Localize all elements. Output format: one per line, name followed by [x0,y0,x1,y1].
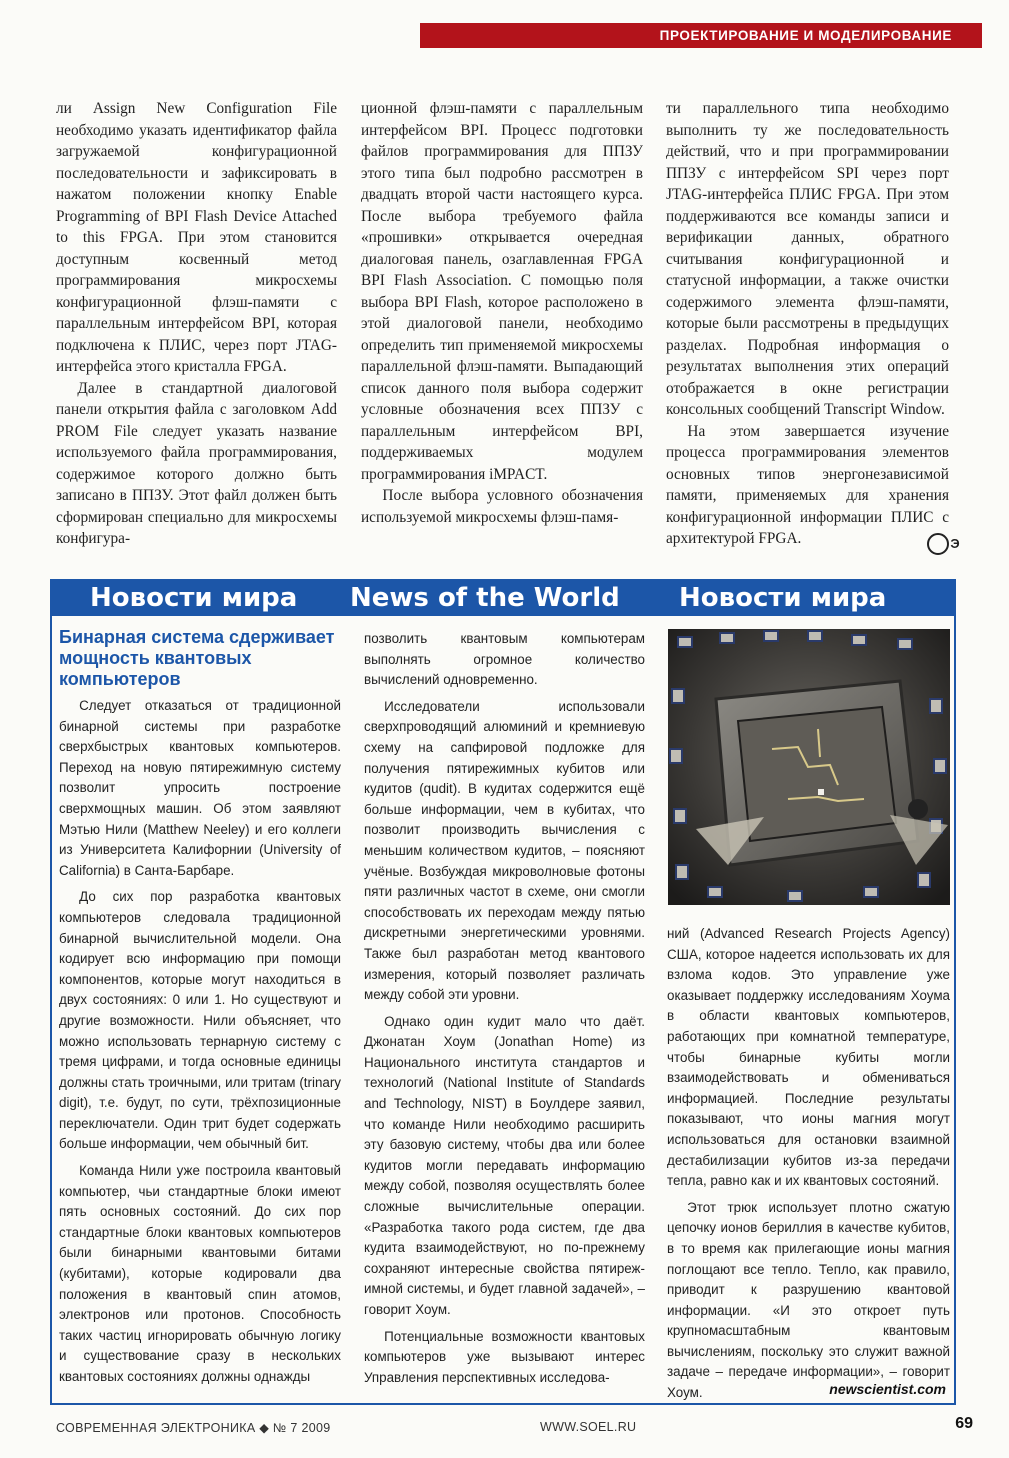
news-source: newscientist.com [829,1381,946,1397]
news-banner [52,581,954,616]
news-paragraph: Однако один кудит мало что даёт. Джонатан Хоум (Jonathan Home) из Национального института стандартов и технологий (National Institute of Standards and Technology, NIST) в Боулдере заявил, что команде Нили необходимо расширить эту базовую систему, чтобы два или более кудитов могли передавать информацию между собой, позволяя осуществлять более сложные вычислительные операции. «Разработка такого рода систем, где два кудита взаимодействуют, но по-прежнему сохраняют интересные свойства пятирежимной системы, и будет главной задачей», – говорит Хоум. [364,1013,645,1317]
article-paragraph: После выбора условного обозначения используемой микросхемы флэш-памя- [361,487,643,526]
chip-image [668,629,950,905]
article-paragraph: Далее в стандартной диалоговой панели открытия файла с заголовком Add PROM File следует указать название используемого файла программирования, содержимое которого должно быть записано в ППЗУ. Этот файл должен быть сформирован специально для микросхемы конфигура- [56,379,337,547]
quantum-chip-photo [668,629,950,905]
article-column-2 [361,98,643,528]
article-paragraph: На этом завершается изучение процесса программирования элементов основных типов энергонезависимой памяти, применяемых для хранения конфигурационной информации ПЛИС с архитектурой FPGA. Э [666,421,949,550]
news-banner-en: News of the World [350,583,620,613]
article-paragraph: ли Assign New Configuration File необходимо указать идентификатор файла загружаемой конфигурационной последовательности и зафиксировать в нажатом положении кнопку Enable Programming of BPI Flash Device Attached to this FPGA. При этом становится доступным косвенный метод программирования микросхемы конфигурационной флэш-памяти с параллельным интерфейсом BPI, которая подключена к ПЛИС, через порт JTAG-интерфейса этого кристалла FPGA. [56,100,337,375]
news-paragraph: Этот трюк использует плотно сжатую цепочку ионов бериллия в качестве кубитов, в то время как прилегающие ионы магния поглощают все тепло. Тепло, как правило, приводит к разрушению квантовой информации. «И это откроет путь крупномасштабным квантовым вычислениям, поскольку это служит важной задаче – передаче информации», – говорит Хоум. [667,1199,950,1401]
footer-url[interactable]: WWW.SOEL.RU [540,1420,637,1434]
news-paragraph: Исследователи использовали сверхпроводящий алюминий и кремниевую схему на сапфировой подложке для получения пятирежимных кубитов или кудитов (qudit). В кудитах содержится ещё больше информации, чем в кубитах, что позволит производить вычисления с меньшим количеством кудитов, – поясняют учёные. Возбуждая микроволновые фотоны пяти различных частот в схеме, они смогли способствовать их переходам между пятью дискретными энергетическими уровнями. Также был разработан метод квантового измерения, который позволяет различать между собой эти уровни. [364,698,645,1003]
page-number: 69 [955,1415,973,1432]
article-column-3 [666,98,960,555]
article-column-1 [56,98,337,550]
news-paragraph: ний (Advanced Research Projects Agency) США, которое надеется использовать их для взлома кодов. Это управление уже оказывает поддержку исследованиям Хоума в области квантовых компьютеров, работающих при комнатной температуре, чтобы бинарные кубиты могли взаимодействовать и обмениваться информацией. Последние результаты показывают, что ионы магния могут использоваться для остановки взаимной дестабилизации кубитов из-за передачи тепла, равно как и их квантовых состояний. [667,926,950,1189]
news-paragraph: Потенциальные возможности квантовых компьютеров уже вызывают интерес Управления перспективных исследова- [364,1328,645,1385]
end-mark-icon: Э [927,533,949,555]
news-column-1 [59,627,341,1388]
article-paragraph: ти параллельного типа необходимо выполнить ту же последовательность действий, что и при программировании ППЗУ с интерфейсом SPI через порт JTAG-интерфейса ПЛИС FPGA. При этом поддерживаются все команды записи и верификации данных, обратного считывания конфигурационной и статусной информации, а также очистки содержимого элемента флэш-памяти, которые были рассмотрены в предыдущих разделах. Подробная информация о результатах выполнения этих операций отображается в окне регистрации консольных сообщений Transcript Window. [666,100,949,418]
news-banner-ru-1: Новости мира [90,583,298,613]
news-paragraph: Следует отказаться от традиционной бинарной системы при разработке сверхбыстрых квантовых компьютеров. Переход на новую пятирежимную систему позволит упросить построение сверхмощных машин. Об этом заявляют Мэтью Нили (Matthew Neeley) и его коллеги из Университета Калифорнии (University of California) в Санта-Барбаре. [59,698,341,878]
section-header: ПРОЕКТИРОВАНИЕ И МОДЕЛИРОВАНИЕ [420,23,982,48]
news-banner-ru-2: Новости мира [679,583,887,613]
article-paragraph: ционной флэш-памяти с параллельным интерфейсом BPI. Процесс подготовки файлов программирования для ППЗУ этого типа был подробно рассмотрен в двадцать второй части настоящего курса. После выбора требуемого файла «прошивки» открывается очередная диалоговая панель, озаглавленная FPGA BPI Flash Association. С помощью поля выбора BPI Flash, которое расположено в этой диалоговой панели, необходимо определить тип применяемой микросхемы параллельной флэш-памяти. Выпадающий список данного поля выбора содержит условные обозначения всех ППЗУ с параллельным интерфейсом BPI, поддерживаемых модулем программирования iMPACT. [361,100,643,483]
news-paragraph: До сих пор разработка квантовых компьютеров следовала традиционной бинарной вычислительной модели. Она кодирует всю информацию при помощи компонентов, которые могут находиться в двух состояниях: 0 или 1. Но существуют и другие возможности. Нили объясняет, что можно использовать тернарную систему с тремя цифрами, и тогда основные единицы должны стать троичными, или тритам (trinary digit), т.е. будут, по сути, трёхпозиционные переключатели. Один трит будет содержать больше информации, чем обычный бит. [59,889,341,1152]
news-headline: Бинарная система сдерживает мощность квантовых компьютеров [59,627,335,689]
news-column-2 [364,629,645,1388]
news-paragraph: Команда Нили уже построила квантовый компьютер, чьи стандартные блоки имеют пять основных состояний. До сих пор стандартные блоки квантовых компьютеров были бинарными квантовыми битами (кубитами), которые кодировали два положения в квантовый спин атомов, электронов или протонов. Способность таких частиц игнорировать обычную логику и существование сразу в нескольких квантовых состояниях должны однажды [59,1163,341,1384]
news-paragraph: позволить квантовым компьютерам выполнять огромное количество вычислений одновременно. [364,631,645,688]
news-box [50,579,956,1405]
footer-magazine: СОВРЕМЕННАЯ ЭЛЕКТРОНИКА ◆ № 7 2009 [56,1421,331,1435]
news-column-3 [667,924,950,1404]
